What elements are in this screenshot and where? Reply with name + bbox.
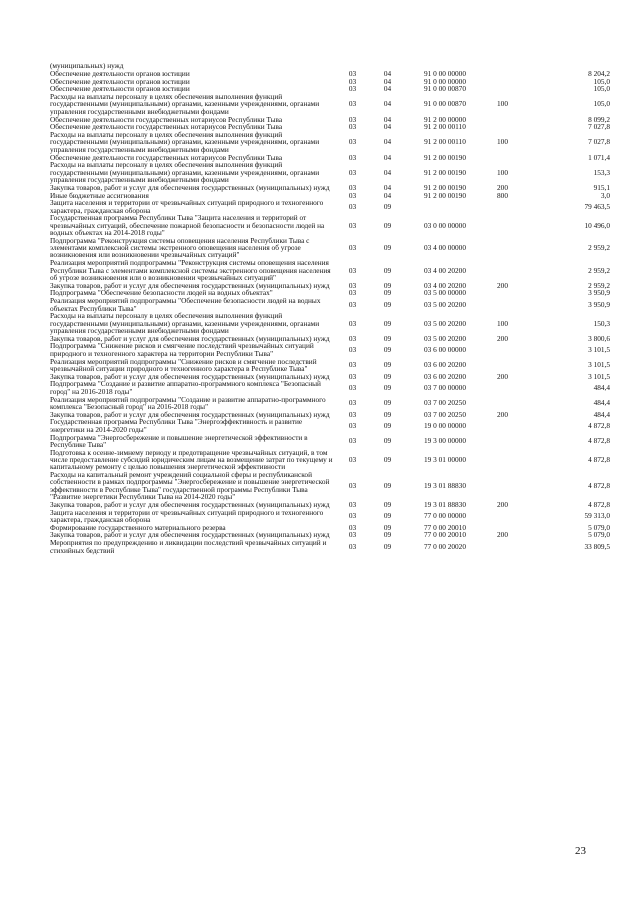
section-code-cell: 03 xyxy=(348,280,357,290)
section-code-cell: 03 xyxy=(348,114,357,124)
expense-type-cell: 800 xyxy=(497,190,508,200)
table-row xyxy=(50,418,610,433)
expense-type-cell xyxy=(485,199,520,214)
amount-cell: 3 800,6 xyxy=(588,333,610,343)
subsection-code-cell: 09 xyxy=(383,480,392,490)
section-code-cell: 03 xyxy=(348,541,357,551)
expense-name-cell: Расходы на выплаты персоналу в целях обеспечения выполнения функций государственными (муниципальными) органами, казенными учреждениями, органами управления государственными внебюджетными фондами xyxy=(50,311,320,335)
table-row xyxy=(50,449,610,471)
subsection-code-cell: 09 xyxy=(383,345,392,355)
expense-type-cell xyxy=(485,116,520,124)
subsection-code-cell: 04 xyxy=(383,182,392,192)
target-article-cell: 03 6 00 00000 xyxy=(424,345,466,355)
subsection-code-cell: 09 xyxy=(383,454,392,464)
expense-type-cell xyxy=(485,154,520,162)
target-article-cell: 03 4 00 20200 xyxy=(424,265,466,275)
table-row xyxy=(50,471,610,501)
expense-name-cell: Закупка товаров, работ и услуг для обеспечения государственных (муниципальных) нужд xyxy=(50,499,330,509)
expense-name-cell: Обеспечение деятельности государственных нотариусов Республики Тыва xyxy=(50,114,283,124)
table-row xyxy=(50,539,610,554)
expense-name-cell: Закупка товаров, работ и услуг для обеспечения государственных (муниципальных) нужд xyxy=(50,280,330,290)
section-code-cell: 03 xyxy=(348,436,357,446)
amount-cell: 4 872,8 xyxy=(588,499,610,509)
expense-name-cell: Закупка товаров, работ и услуг для обеспечения государственных (муниципальных) нужд xyxy=(50,182,330,192)
table-row xyxy=(50,297,610,312)
expense-type-cell xyxy=(485,449,520,471)
section-code-cell: 03 xyxy=(348,182,357,192)
table-row xyxy=(50,434,610,449)
subsection-code-cell: 04 xyxy=(383,122,392,132)
target-article-cell: 03 5 00 20200 xyxy=(424,299,466,309)
expense-name-cell: Защита населения и территории от чрезвычайных ситуаций природного и техногенного характера, гражданская оборона xyxy=(50,198,324,215)
table-row xyxy=(50,161,610,183)
section-code-cell: 03 xyxy=(348,333,357,343)
section-code-cell: 03 xyxy=(348,137,357,147)
section-code-cell: 03 xyxy=(348,299,357,309)
target-article-cell: 19 0 00 00000 xyxy=(424,421,466,431)
expense-name-cell: Расходы на выплаты персоналу в целях обеспечения выполнения функций государственными (муниципальными) органами, казенными учреждениями, органами управления государственными внебюджетными фондами xyxy=(50,92,320,116)
expense-type-cell xyxy=(485,509,520,524)
expense-type-cell: 100 xyxy=(497,318,508,328)
subsection-code-cell: 04 xyxy=(383,137,392,147)
expense-type-cell: 200 xyxy=(497,409,508,419)
expense-name-cell: Расходы на капитальный ремонт учреждений социальной сферы и республиканской собственности в рамках подпрограммы "Энергосбережение и повышение энергетической эффективности в Республике Тыва" государственной программы Республики Тыва "Развитие энергетики Республики Тыва на 2014-2020 годы" xyxy=(50,470,330,501)
subsection-code-cell: 09 xyxy=(383,383,392,393)
expense-name-cell: Обеспечение деятельности органов юстиции xyxy=(50,76,190,86)
amount-cell: 3 101,5 xyxy=(588,371,610,381)
section-code-cell: 03 xyxy=(348,288,357,298)
subsection-code-cell: 04 xyxy=(383,114,392,124)
target-article-cell: 03 6 00 20200 xyxy=(424,371,466,381)
section-code-cell: 03 xyxy=(348,201,357,211)
expense-name-cell: Государственная программа Республики Тыва "Защита населения и территорий от чрезвычайных ситуаций, обеспечение пожарной безопасности и безопасности людей на водных объектах на 2014-2018 годы" xyxy=(50,213,325,238)
subsection-code-cell: 04 xyxy=(383,190,392,200)
expense-type-cell xyxy=(485,237,520,259)
expense-type-cell: 200 xyxy=(497,182,508,192)
expense-name-cell: Подпрограмма "Снижение рисков и смягчение последствий чрезвычайных ситуаций природного и техногенного характера на территории Республики Тыва" xyxy=(50,341,314,358)
section-code-cell: 03 xyxy=(348,220,357,230)
subsection-code-cell: 09 xyxy=(383,421,392,431)
target-article-cell: 03 7 00 20250 xyxy=(424,398,466,408)
expense-name-cell: Обеспечение деятельности государственных нотариусов Республики Тыва xyxy=(50,122,283,132)
expense-name-cell: Реализация мероприятий подпрограммы "Реконструкция системы оповещения населения Республики Тыва с элементами комплексной системы экстренного оповещения населения об угрозе возникновения или о возникновении чрезвычайных ситуаций" xyxy=(50,258,331,282)
target-article-cell: 03 7 00 00000 xyxy=(424,383,466,393)
amount-cell: 1 071,4 xyxy=(588,152,610,162)
expense-name-cell: Обеспечение деятельности органов юстиции xyxy=(50,68,190,78)
target-article-cell: 19 3 01 00000 xyxy=(424,454,466,464)
section-code-cell: 03 xyxy=(348,243,357,253)
subsection-code-cell: 04 xyxy=(383,152,392,162)
expense-name-cell: Реализация мероприятий подпрограммы "Обеспечение безопасности людей на водных объектах Республики Тыва" xyxy=(50,296,321,313)
target-article-cell: 77 0 00 00000 xyxy=(424,511,466,521)
amount-cell: 484,4 xyxy=(593,398,610,408)
expense-type-cell xyxy=(485,380,520,395)
section-code-cell: 03 xyxy=(348,371,357,381)
subsection-code-cell: 04 xyxy=(383,68,392,78)
expense-type-cell xyxy=(485,259,520,281)
target-article-cell: 03 5 00 20200 xyxy=(424,333,466,343)
target-article-cell: 03 4 00 20200 xyxy=(424,280,466,290)
expense-name-cell: Мероприятия по предупреждению и ликвидации последствий чрезвычайных ситуаций и стихийных бедствий xyxy=(50,538,327,555)
target-article-cell: 19 3 00 00000 xyxy=(424,436,466,446)
target-article-cell: 91 2 00 00190 xyxy=(424,182,466,192)
target-article-cell: 19 3 01 88830 xyxy=(424,499,466,509)
amount-cell: 4 872,8 xyxy=(588,480,610,490)
amount-cell: 3 950,9 xyxy=(588,288,610,298)
subsection-code-cell: 04 xyxy=(383,76,392,86)
section-code-cell: 03 xyxy=(348,318,357,328)
target-article-cell xyxy=(405,199,485,214)
target-article-cell: 03 7 00 20250 xyxy=(424,409,466,419)
subsection-code-cell: 04 xyxy=(383,99,392,109)
document-page xyxy=(50,62,610,554)
expense-name-cell: Подпрограмма "Энергосбережение и повышение энергетической эффективности в Республике Тыва" xyxy=(50,432,308,449)
subsection-code-cell: 09 xyxy=(383,398,392,408)
table-row xyxy=(50,509,610,524)
amount-cell: 5 079,0 xyxy=(588,530,610,540)
target-article-cell: 91 0 00 00870 xyxy=(424,99,466,109)
target-article-cell: 03 4 00 00000 xyxy=(424,243,466,253)
section-code-cell: 03 xyxy=(348,190,357,200)
expense-type-cell xyxy=(485,471,520,501)
amount-cell: 484,4 xyxy=(593,409,610,419)
table-row xyxy=(50,380,610,395)
subsection-code-cell: 09 xyxy=(383,436,392,446)
expense-type-cell: 100 xyxy=(497,137,508,147)
expense-name-cell: Защита населения и территории от чрезвычайных ситуаций природного и техногенного характера, гражданская оборона xyxy=(50,507,324,524)
subsection-code-cell: 09 xyxy=(383,299,392,309)
expense-name-cell: Подпрограмма "Обеспечение безопасности людей на водных объектах" xyxy=(50,288,273,298)
table-row xyxy=(50,131,610,153)
expense-type-cell xyxy=(485,434,520,449)
amount-cell: 8 204,2 xyxy=(588,68,610,78)
expense-type-cell: 100 xyxy=(497,167,508,177)
amount-cell: 105,0 xyxy=(593,84,610,94)
amount-cell: 484,4 xyxy=(593,383,610,393)
section-code-cell: 03 xyxy=(348,383,357,393)
section-code-cell: 03 xyxy=(348,99,357,109)
table-row xyxy=(50,237,610,259)
subsection-code-cell: 09 xyxy=(383,318,392,328)
amount-cell: 3 101,5 xyxy=(588,360,610,370)
expense-type-cell xyxy=(485,62,520,70)
section-code-cell: 03 xyxy=(348,409,357,419)
target-article-cell: 91 2 00 00000 xyxy=(424,114,466,124)
target-article-cell: 77 0 00 20010 xyxy=(424,530,466,540)
section-code-cell: 03 xyxy=(348,398,357,408)
expense-name-cell: Формирование государственного материального резерва xyxy=(50,522,226,532)
table-row xyxy=(50,312,610,334)
target-article-cell: 03 5 00 00000 xyxy=(424,288,466,298)
subsection-code-cell: 09 xyxy=(383,371,392,381)
target-article-cell: 19 3 01 88830 xyxy=(424,480,466,490)
section-code-cell: 03 xyxy=(348,499,357,509)
expense-name-cell: Реализация мероприятий подпрограммы "Создание и развитие аппаратно-программного комплекса "Безопасный город" на 2016-2018 годы" xyxy=(50,394,326,411)
amount-cell: 10 496,0 xyxy=(584,220,610,230)
subsection-code-cell: 09 xyxy=(383,360,392,370)
section-code-cell: 03 xyxy=(348,122,357,132)
target-article-cell: 03 5 00 20200 xyxy=(424,318,466,328)
expense-type-cell xyxy=(485,78,520,86)
page-number: 23 xyxy=(575,845,586,857)
table-row xyxy=(50,199,610,214)
subsection-code-cell: 04 xyxy=(383,167,392,177)
expense-type-cell xyxy=(485,396,520,411)
subsection-code-cell: 09 xyxy=(383,265,392,275)
expense-type-cell xyxy=(485,418,520,433)
target-article-cell: 77 0 00 20010 xyxy=(424,522,466,532)
subsection-code-cell: 09 xyxy=(383,530,392,540)
amount-cell: 2 959,2 xyxy=(588,280,610,290)
target-article-cell: 77 0 00 20020 xyxy=(424,541,466,551)
expense-type-cell: 200 xyxy=(497,333,508,343)
section-code-cell: 03 xyxy=(348,454,357,464)
subsection-code-cell: 09 xyxy=(383,409,392,419)
amount-cell: 79 463,5 xyxy=(584,201,610,211)
section-code-cell: 03 xyxy=(348,511,357,521)
section-code-cell: 03 xyxy=(348,167,357,177)
subsection-code-cell: 09 xyxy=(383,499,392,509)
target-article-cell: 91 2 00 00190 xyxy=(424,190,466,200)
subsection-code-cell: 09 xyxy=(383,288,392,298)
expense-type-cell: 100 xyxy=(497,99,508,109)
amount-cell: 8 099,2 xyxy=(588,114,610,124)
subsection-code-cell: 09 xyxy=(383,333,392,343)
expense-name-cell: Закупка товаров, работ и услуг для обеспечения государственных (муниципальных) нужд xyxy=(50,530,330,540)
amount-cell: 3,0 xyxy=(600,190,610,200)
amount-cell: 3 101,5 xyxy=(588,345,610,355)
expense-type-cell: 200 xyxy=(497,371,508,381)
subsection-code-cell: 09 xyxy=(383,541,392,551)
expense-type-cell: 200 xyxy=(497,530,508,540)
subsection-code-cell: 09 xyxy=(383,243,392,253)
target-article-cell: 91 2 00 00190 xyxy=(424,167,466,177)
amount-cell: 105,0 xyxy=(593,99,610,109)
expense-type-cell: 200 xyxy=(497,499,508,509)
section-code-cell: 03 xyxy=(348,345,357,355)
subsection-code-cell: 09 xyxy=(383,511,392,521)
expense-type-cell xyxy=(485,342,520,357)
expense-type-cell xyxy=(485,214,520,236)
amount-cell: 153,3 xyxy=(593,167,610,177)
target-article-cell: 03 6 00 20200 xyxy=(424,360,466,370)
budget-table xyxy=(50,62,610,554)
expense-name-cell: Иные бюджетные ассигнования xyxy=(50,190,149,200)
section-code-cell: 03 xyxy=(348,360,357,370)
expense-type-cell xyxy=(485,85,520,93)
table-row xyxy=(50,214,610,236)
section-code-cell: 03 xyxy=(348,480,357,490)
expense-name-cell: Закупка товаров, работ и услуг для обеспечения государственных (муниципальных) нужд xyxy=(50,371,330,381)
target-article-cell: 91 0 00 00000 xyxy=(424,76,466,86)
expense-type-cell xyxy=(485,289,520,297)
table-row xyxy=(50,93,610,115)
expense-name-cell: (муниципальных) нужд xyxy=(50,61,124,70)
amount-cell: 150,3 xyxy=(593,318,610,328)
expense-name-cell: Расходы на выплаты персоналу в целях обеспечения выполнения функций государственными (муниципальными) органами, казенными учреждениями, органами управления государственными внебюджетными фондами xyxy=(50,160,320,184)
amount-cell: 3 950,9 xyxy=(588,299,610,309)
section-code-cell: 03 xyxy=(348,522,357,532)
amount-cell: 33 809,5 xyxy=(584,541,610,551)
section-code-cell: 03 xyxy=(348,530,357,540)
expense-name-cell: Расходы на выплаты персоналу в целях обеспечения выполнения функций государственными (муниципальными) органами, казенными учреждениями, органами управления государственными внебюджетными фондами xyxy=(50,130,320,154)
expense-type-cell xyxy=(485,297,520,312)
subsection-code-cell: 09 xyxy=(383,220,392,230)
expense-name-cell: Реализация мероприятий подпрограммы "Снижение рисков и смягчение последствий чрезвычайной ситуации природного и техногенного характера в Республике Тыва" xyxy=(50,356,317,373)
target-article-cell: 91 0 00 00000 xyxy=(424,68,466,78)
expense-name-cell: Закупка товаров, работ и услуг для обеспечения государственных (муниципальных) нужд xyxy=(50,333,330,343)
target-article-cell: 91 0 00 00870 xyxy=(424,84,466,94)
table-row xyxy=(50,259,610,281)
table-row xyxy=(50,342,610,357)
section-code-cell: 03 xyxy=(348,265,357,275)
expense-type-cell xyxy=(485,70,520,78)
section-code-cell: 03 xyxy=(348,84,357,94)
target-article-cell: 03 0 00 00000 xyxy=(424,220,466,230)
amount-cell: 7 027,8 xyxy=(588,122,610,132)
amount-cell: 915,1 xyxy=(593,182,610,192)
subsection-code-cell: 09 xyxy=(383,201,392,211)
target-article-cell: 91 2 00 00110 xyxy=(424,137,466,147)
expense-type-cell: 200 xyxy=(497,280,508,290)
expense-type-cell xyxy=(485,539,520,554)
expense-name-cell: Обеспечение деятельности органов юстиции xyxy=(50,84,190,94)
expense-type-cell xyxy=(485,358,520,373)
amount-cell: 7 027,8 xyxy=(588,137,610,147)
section-code-cell: 03 xyxy=(348,68,357,78)
amount-cell: 105,0 xyxy=(593,76,610,86)
expense-name-cell: Обеспечение деятельности государственных нотариусов Республики Тыва xyxy=(50,152,283,162)
amount-cell: 2 959,2 xyxy=(588,265,610,275)
table-row xyxy=(50,396,610,411)
expense-name-cell: Подпрограмма "Реконструкция системы оповещения населения Республики Тыва с элементами комплексной системы экстренного оповещения населения об угрозе возникновения или возникновении чрезвычайных ситуаций" xyxy=(50,235,310,260)
subsection-code-cell: 04 xyxy=(383,84,392,94)
amount-cell: 4 872,8 xyxy=(588,436,610,446)
expense-name-cell: Подпрограмма "Создание и развитие аппаратно-программного комплекса "Безопасный город" на 2016-2018 годы" xyxy=(50,379,321,396)
target-article-cell: 91 2 00 00190 xyxy=(424,152,466,162)
amount-cell: 59 313,0 xyxy=(584,511,610,521)
section-code-cell: 03 xyxy=(348,152,357,162)
table-row xyxy=(50,358,610,373)
budget-table-body xyxy=(50,62,610,554)
amount-cell: 4 872,8 xyxy=(588,421,610,431)
amount-cell: 4 872,8 xyxy=(588,454,610,464)
expense-name-cell: Подготовка к осенне-зимнему периоду и предотвращение чрезвычайных ситуаций, в том числе предоставление субсидий юридическим лицам на возмещение затрат по текущему и капитальному ремонту с целью повышения энергетической эффективности xyxy=(50,447,333,472)
expense-type-cell xyxy=(485,123,520,131)
expense-name-cell: Закупка товаров, работ и услуг для обеспечения государственных (муниципальных) нужд xyxy=(50,409,330,419)
section-code-cell: 03 xyxy=(348,76,357,86)
section-code-cell: 03 xyxy=(348,421,357,431)
expense-name-cell: Государственная программа Республики Тыва "Энергоэффективность и развитие энергетики на 2014-2020 годы" xyxy=(50,417,303,434)
amount-cell: 5 079,0 xyxy=(588,522,610,532)
target-article-cell: 91 2 00 00110 xyxy=(424,122,466,132)
amount-cell: 2 959,2 xyxy=(588,243,610,253)
subsection-code-cell: 09 xyxy=(383,522,392,532)
subsection-code-cell: 09 xyxy=(383,280,392,290)
